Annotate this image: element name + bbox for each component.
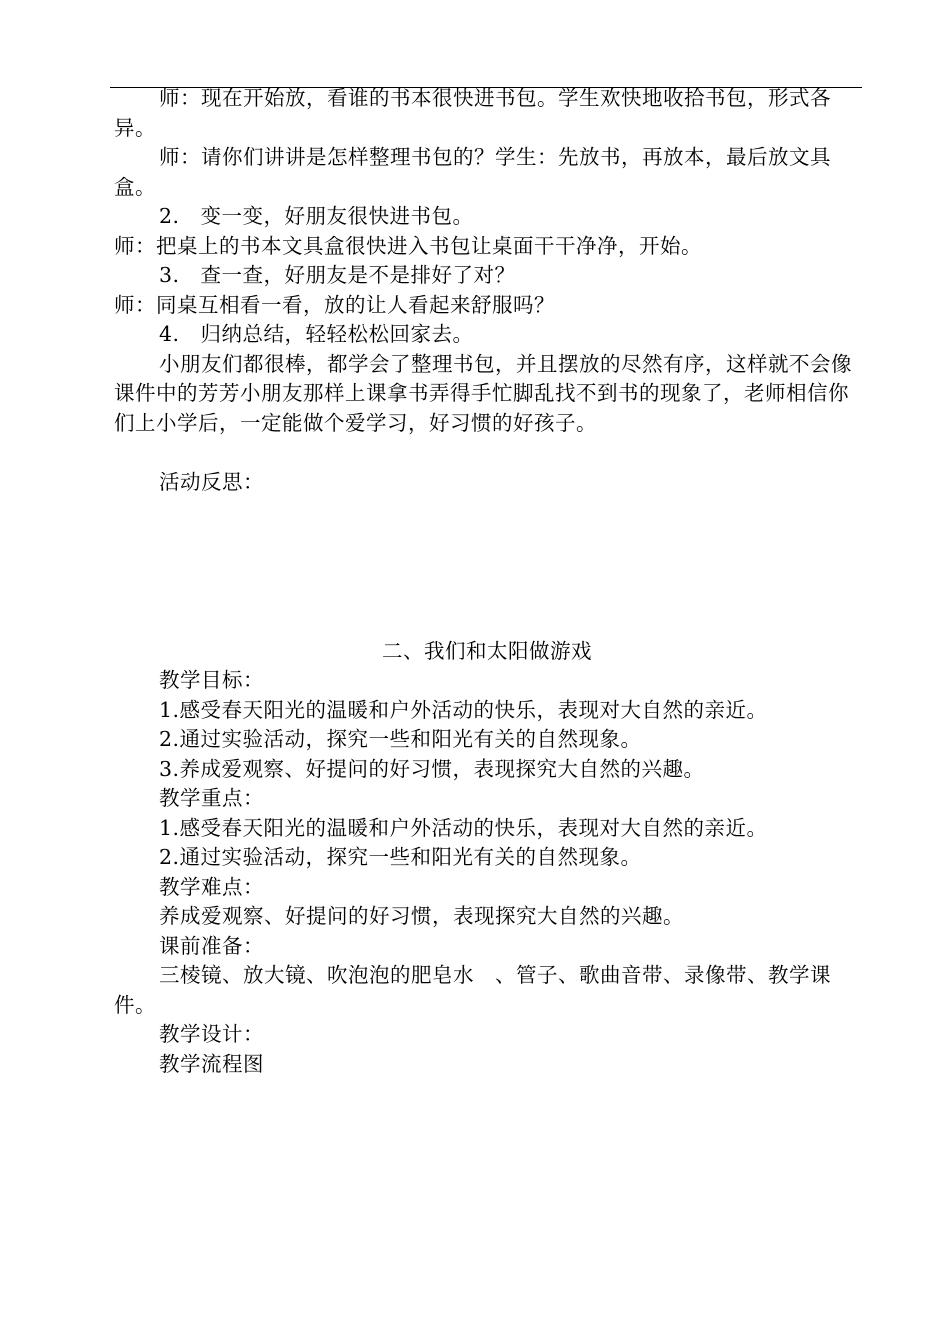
paragraph-teacher-check: 师：同桌互相看一看，放的让人看起来舒服吗？ — [114, 292, 555, 317]
lesson-one-section — [114, 84, 860, 498]
step-3: 3. 查一查，好朋友是不是排好了对？ — [159, 263, 516, 287]
difficulty-text: 养成爱观察、好提问的好习惯，表现探究大自然的兴趣。 — [159, 904, 684, 928]
key-points-heading: 教学重点： — [159, 786, 264, 810]
paragraph-summary: 小朋友们都很棒，都学会了整理书包，并且摆放的尽然有序，这样就不会像课件中的芳芳小朋友那样上课拿书弄得手忙脚乱找不到书的现象了，老师相信你们上小学后，一定能做个爱学习，好习惯的好孩子。 — [114, 351, 852, 435]
prep-text: 三棱镜、放大镜、吹泡泡的肥皂水 、管子、歌曲音带、录像带、教学课件。 — [114, 963, 831, 1017]
step-2: 2. 变一变，好朋友很快进书包。 — [159, 204, 474, 228]
spacer — [114, 498, 860, 637]
goal-item: 2.通过实验活动，探究一些和阳光有关的自然现象。 — [159, 727, 642, 751]
paragraph-teacher-instruction: 师：把桌上的书本文具盒很快进入书包让桌面干干净净，开始。 — [114, 233, 702, 258]
paragraph-teacher-question: 师：请你们讲讲是怎样整理书包的？学生：先放书，再放本，最后放文具盒。 — [114, 145, 831, 199]
step-4: 4. 归纳总结，轻轻松松回家去。 — [159, 322, 474, 346]
paragraph-teacher-start: 师：现在开始放，看谁的书本很快进书包。学生欢快地收拾书包，形式各异。 — [114, 86, 831, 140]
goal-item: 3.养成爱观察、好提问的好习惯，表现探究大自然的兴趣。 — [159, 756, 705, 781]
flowchart-heading: 教学流程图 — [159, 1051, 264, 1076]
difficulty-heading: 教学难点： — [159, 874, 264, 899]
goals-heading: 教学目标： — [159, 668, 264, 692]
spacer — [114, 438, 860, 468]
key-point-item: 2.通过实验活动，探究一些和阳光有关的自然现象。 — [159, 845, 642, 869]
goal-item: 1.感受春天阳光的温暖和户外活动的快乐，表现对大自然的亲近。 — [159, 697, 768, 722]
prep-heading: 课前准备： — [159, 933, 264, 958]
lesson-title: 二、我们和太阳做游戏 — [382, 638, 592, 663]
lesson-two-section — [114, 637, 860, 1080]
design-heading: 教学设计： — [159, 1022, 264, 1046]
document-page — [114, 84, 860, 1079]
key-point-item: 1.感受春天阳光的温暖和户外活动的快乐，表现对大自然的亲近。 — [159, 815, 768, 840]
reflection-heading: 活动反思： — [159, 470, 264, 494]
